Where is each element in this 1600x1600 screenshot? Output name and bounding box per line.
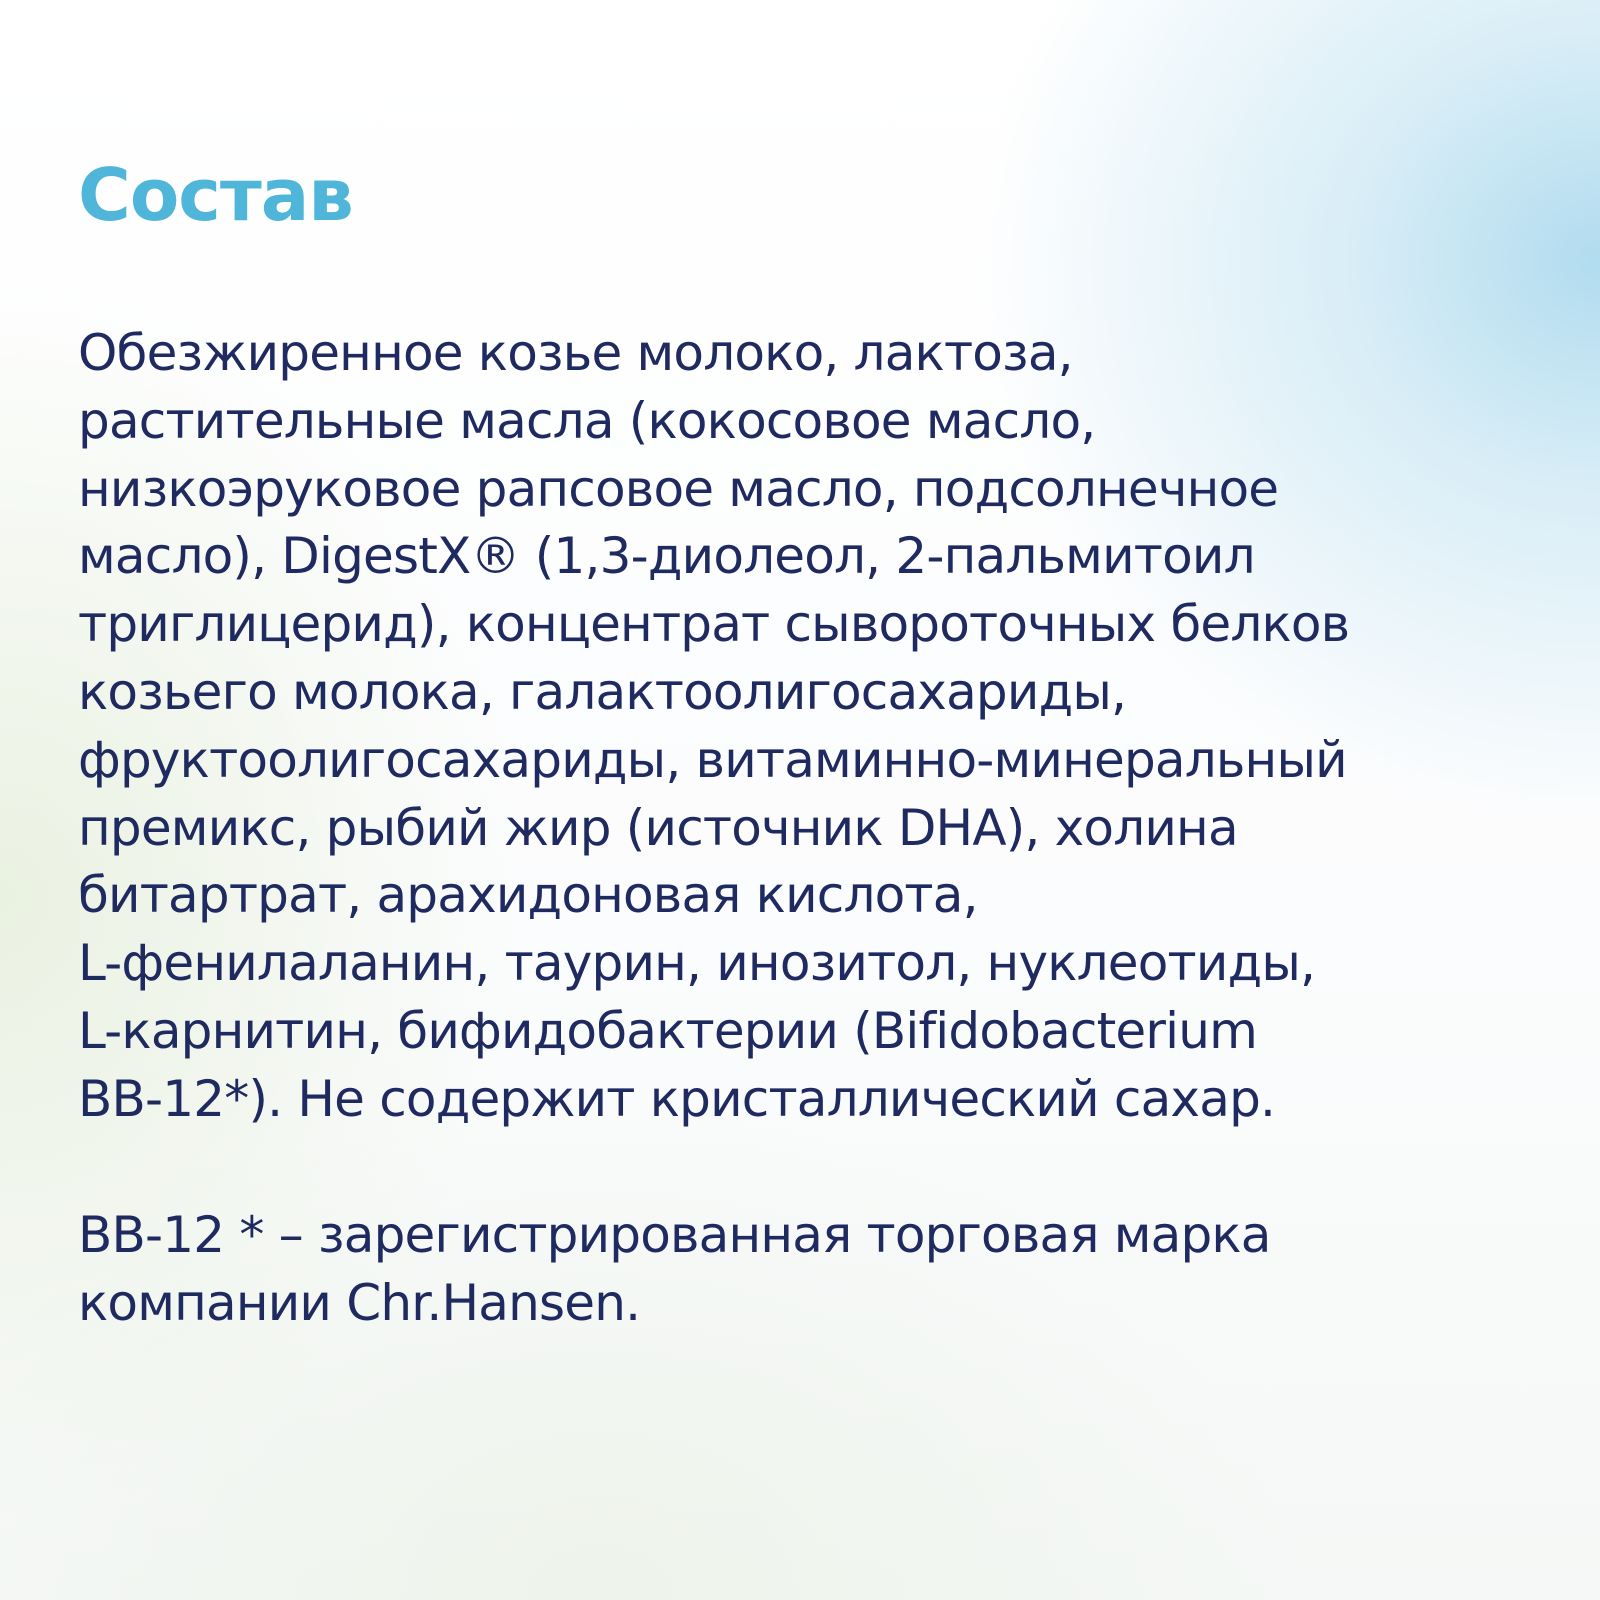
composition-line: низкоэруковое рапсовое масло, подсолнечное <box>78 459 1279 518</box>
composition-line: масло), DigestX® (1,3-диолеол, 2-пальмитоил <box>78 527 1255 586</box>
footnote-line: компании Chr.Hansen. <box>78 1273 641 1332</box>
composition-line: L-карнитин, бифидобактерии (Bifidobacterium <box>78 1001 1258 1060</box>
trademark-footnote <box>78 1202 1271 1338</box>
composition-line: козьего молока, галактоолигосахариды, <box>78 662 1127 721</box>
composition-line: L-фенилаланин, таурин, инозитол, нуклеотиды, <box>78 934 1316 993</box>
composition-line: Обезжиренное козье молоко, лактоза, <box>78 324 1073 382</box>
composition-line: растительные масла (кокосовое масло, <box>78 391 1096 450</box>
composition-text <box>78 320 1349 1134</box>
composition-line: премикс, рыбий жир (источник DHA), холина <box>78 798 1238 857</box>
composition-line: BB-12*). Не содержит кристаллический сахар. <box>78 1069 1276 1128</box>
composition-line: триглицерид), концентрат сывороточных белков <box>78 595 1350 654</box>
composition-line: битартрат, арахидоновая кислота, <box>78 866 978 925</box>
footnote-line: BB-12 * – зарегистрированная торговая марка <box>78 1206 1271 1264</box>
page-title: Состав <box>78 153 353 237</box>
composition-line: фруктоолигосахариды, витаминно-минеральный <box>78 730 1347 789</box>
